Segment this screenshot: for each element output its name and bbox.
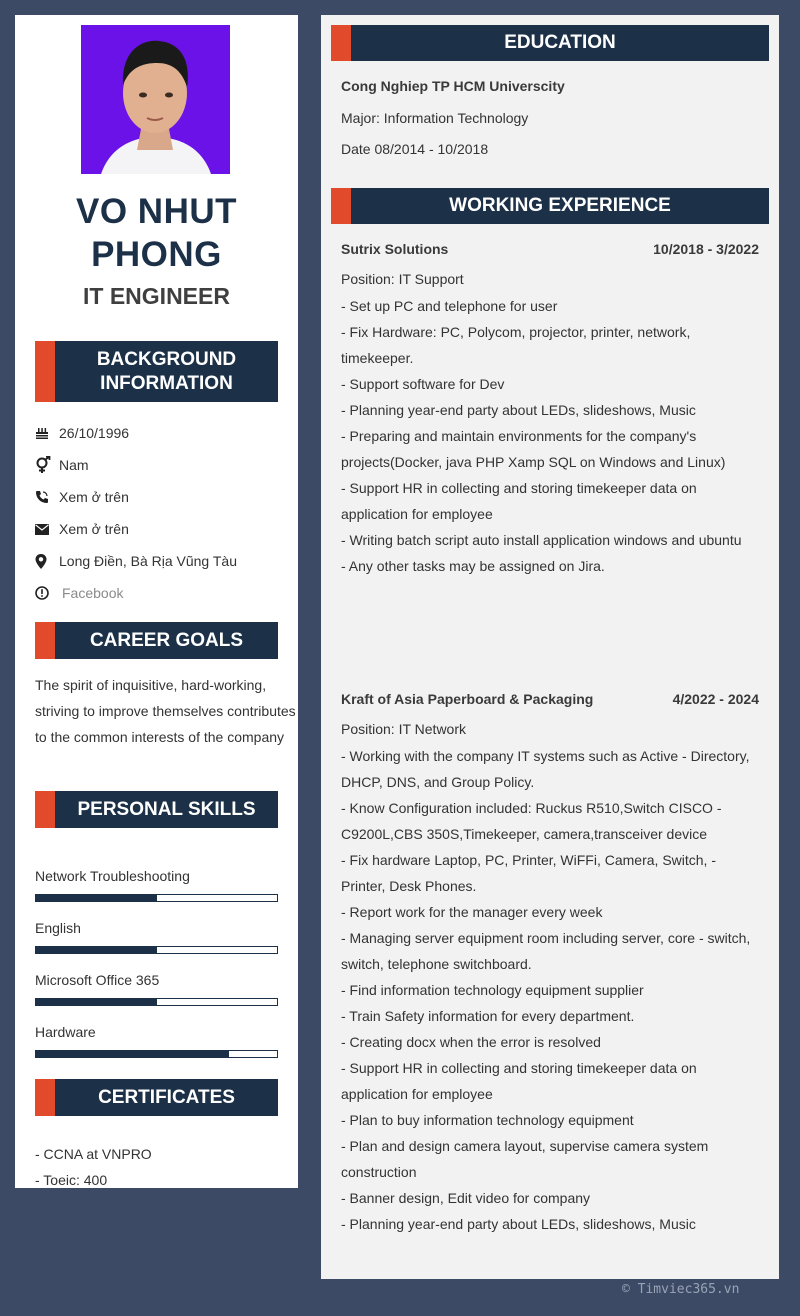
duty-item: - Banner design, Edit video for company xyxy=(341,1190,591,1206)
info-birthdate xyxy=(35,417,285,449)
job-period: 10/2018 - 3/2022 xyxy=(653,241,759,257)
gender-text: Nam xyxy=(59,457,89,473)
skill-item xyxy=(35,1022,278,1074)
heading-accent xyxy=(331,25,351,61)
experience-heading xyxy=(331,188,769,224)
career-heading xyxy=(35,622,278,659)
skill-item xyxy=(35,866,278,918)
facebook-link[interactable]: Facebook xyxy=(62,585,124,601)
duty-item: - Fix hardware Laptop, PC, Printer, WiFFi, Camera, Switch, - Printer, Desk Phones. xyxy=(341,852,716,894)
skill-item xyxy=(35,970,278,1022)
skill-label: Hardware xyxy=(35,1024,96,1040)
duty-item: - Support software for Dev xyxy=(341,376,505,392)
gender-icon xyxy=(35,456,59,474)
certificate-item: - Toeic: 400 xyxy=(35,1172,108,1188)
heading-accent xyxy=(35,341,55,402)
skill-bar xyxy=(35,946,278,954)
certificates-heading-text: CERTIFICATES xyxy=(98,1086,235,1108)
right-column xyxy=(321,15,779,1279)
certificate-item: - CCNA at VNPRO xyxy=(35,1146,152,1162)
duty-item: - Support HR in collecting and storing timekeeper data on application for employee xyxy=(341,480,697,522)
email-text: Xem ở trên xyxy=(59,521,129,537)
duty-item: - Know Configuration included: Ruckus R510,Switch CISCO - C9200L,CBS 350S,Timekeeper, camera,transceiver device xyxy=(341,800,722,842)
duty-item: - Train Safety information for every department. xyxy=(341,1008,635,1024)
skill-label: English xyxy=(35,920,81,936)
duty-item: - Managing server equipment room including server, core - switch, switch, telephone switchboard. xyxy=(341,930,751,972)
company-name: Kraft of Asia Paperboard & Packaging xyxy=(341,691,594,707)
skills-heading xyxy=(35,791,278,828)
job-period: 4/2022 - 2024 xyxy=(672,691,759,707)
duty-item: - Working with the company IT systems such as Active - Directory, DHCP, DNS, and Group Policy. xyxy=(341,748,750,790)
duty-item: - Set up PC and telephone for user xyxy=(341,298,558,314)
skill-bar-fill xyxy=(36,1051,229,1057)
left-column xyxy=(15,15,298,1188)
profile-photo xyxy=(81,25,230,174)
school-name: Cong Nghiep TP HCM Universcity xyxy=(341,78,565,94)
phone-text: Xem ở trên xyxy=(59,489,129,505)
duty-item: - Find information technology equipment supplier xyxy=(341,982,644,998)
skill-label: Microsoft Office 365 xyxy=(35,972,160,988)
job-sutrix xyxy=(341,241,759,579)
phone-icon xyxy=(35,490,59,504)
job-position: Position: IT Support xyxy=(341,271,464,287)
skill-bar-fill xyxy=(36,999,157,1005)
career-goals-text: The spirit of inquisitive, hard-working, striving to improve themselves contributes to the common interests of the company xyxy=(35,677,296,745)
education-heading-text: EDUCATION xyxy=(504,32,616,53)
skill-bar-fill xyxy=(36,895,157,901)
info-facebook[interactable] xyxy=(35,577,285,609)
skill-bar xyxy=(35,894,278,902)
heading-accent xyxy=(35,622,55,659)
info-address xyxy=(35,545,285,577)
job-header xyxy=(341,691,759,707)
duty-item: - Fix Hardware: PC, Polycom, projector, printer, network, timekeeper. xyxy=(341,324,691,366)
duty-item: - Any other tasks may be assigned on Jira. xyxy=(341,558,605,574)
mail-icon xyxy=(35,524,59,535)
background-info-list xyxy=(35,417,285,609)
duty-item: - Support HR in collecting and storing timekeeper data on application for employee xyxy=(341,1060,697,1102)
skills-heading-text: PERSONAL SKILLS xyxy=(77,798,256,820)
skill-bar xyxy=(35,998,278,1006)
duty-item: - Plan to buy information technology equipment xyxy=(341,1112,634,1128)
footer-watermark: © Timviec365.vn xyxy=(622,1282,740,1297)
background-heading xyxy=(35,341,278,402)
skills-list xyxy=(35,866,278,1074)
skill-label: Network Troubleshooting xyxy=(35,868,190,884)
job-header xyxy=(341,241,759,257)
job-duties xyxy=(341,293,759,579)
duty-item: - Report work for the manager every week xyxy=(341,904,603,920)
experience-heading-text: WORKING EXPERIENCE xyxy=(449,195,671,216)
info-icon xyxy=(35,586,59,600)
heading-accent xyxy=(35,1079,55,1116)
duty-item: - Writing batch script auto install application windows and ubuntu xyxy=(341,532,742,548)
duty-item: - Planning year-end party about LEDs, slideshows, Music xyxy=(341,402,696,418)
candidate-name: VO NHUT PHONG xyxy=(76,192,237,274)
background-heading-text: BACKGROUND INFORMATION xyxy=(96,348,237,394)
duty-item: - Preparing and maintain environments for the company's projects(Docker, java PHP Xamp SQL on Windows and Linux) xyxy=(341,428,726,470)
job-kraft xyxy=(341,691,759,1237)
education-major: Major: Information Technology xyxy=(341,110,529,126)
education-heading xyxy=(331,25,769,61)
skill-item xyxy=(35,918,278,970)
info-email xyxy=(35,513,285,545)
birthdate-text: 26/10/1996 xyxy=(59,425,130,441)
job-title: IT ENGINEER xyxy=(83,283,230,309)
heading-accent xyxy=(331,188,351,224)
duty-item: - Plan and design camera layout, supervise camera system construction xyxy=(341,1138,709,1180)
company-name: Sutrix Solutions xyxy=(341,241,449,257)
location-icon xyxy=(35,554,59,569)
certificates-heading xyxy=(35,1079,278,1116)
job-duties xyxy=(341,743,759,1237)
skill-bar xyxy=(35,1050,278,1058)
address-text: Long Điền, Bà Rịa Vũng Tàu xyxy=(59,553,237,569)
heading-accent xyxy=(35,791,55,828)
duty-item: - Planning year-end party about LEDs, slideshows, Music xyxy=(341,1216,696,1232)
info-gender xyxy=(35,449,285,481)
career-heading-text: CAREER GOALS xyxy=(89,629,244,651)
skill-bar-fill xyxy=(36,947,157,953)
education-date: Date 08/2014 - 10/2018 xyxy=(341,141,489,157)
certificates-list xyxy=(35,1141,152,1193)
cake-icon xyxy=(35,426,59,440)
info-phone xyxy=(35,481,285,513)
duty-item: - Creating docx when the error is resolved xyxy=(341,1034,601,1050)
job-position: Position: IT Network xyxy=(341,721,467,737)
